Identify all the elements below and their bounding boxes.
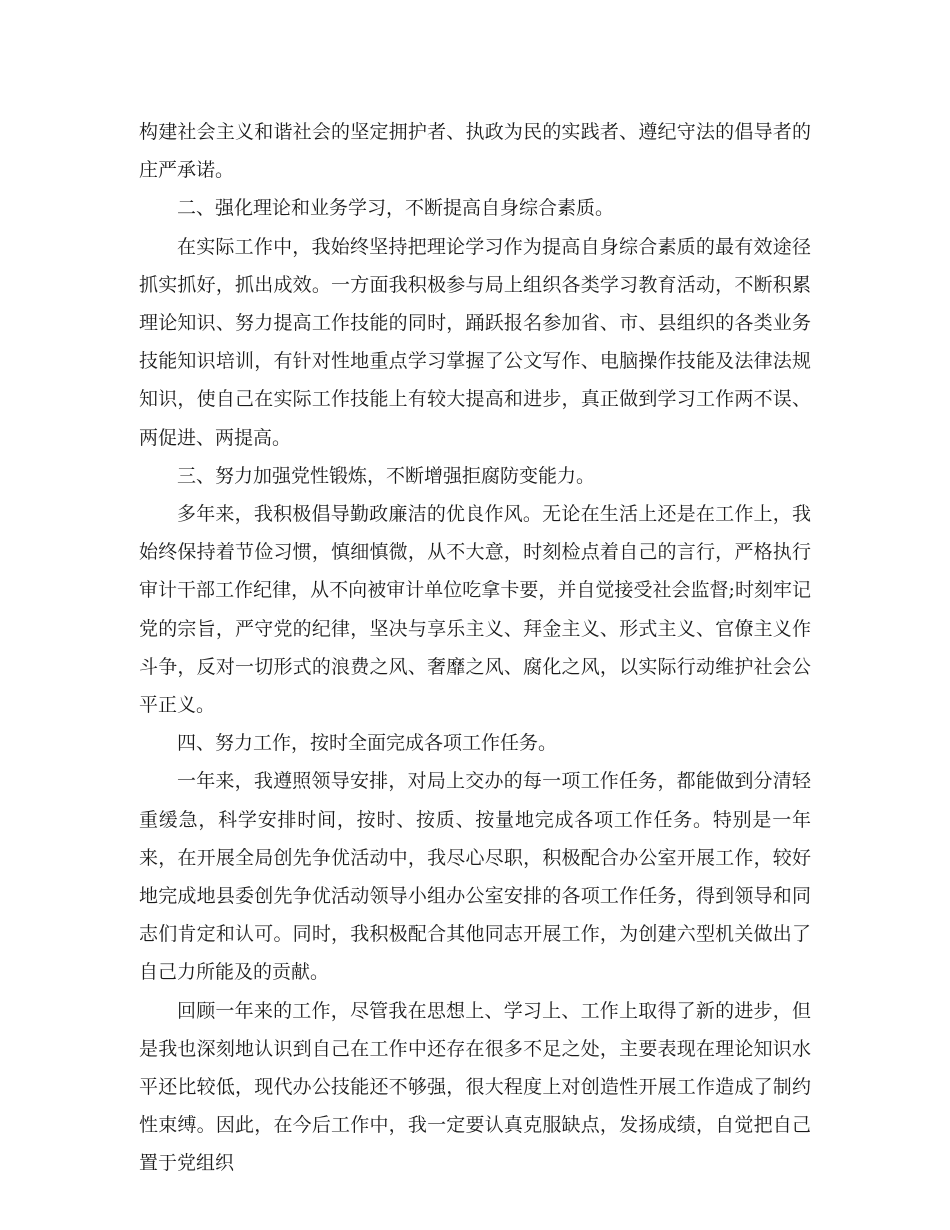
paragraph-5: 多年来，我积极倡导勤政廉洁的优良作风。无论在生活上还是在工作上，我始终保持着节俭习惯，慎细慎微，从不大意，时刻检点着自己的言行，严格执行审计干部工作纪律，从不向被审计单位吃拿卡要，并自觉接受社会监督;时刻牢记党的宗旨，严守党的纪律，坚决与享乐主义、拜金主义、形式主义、官僚主义作斗争，反对一切形式的浪费之风、奢靡之风、腐化之风，以实际行动维护社会公平正义。 bbox=[139, 503, 811, 717]
section-heading-3: 三、努力加强党性锻炼，不断增强拒腐防变能力。 bbox=[177, 464, 596, 487]
paragraph-1: 构建社会主义和谐社会的坚定拥护者、执政为民的实践者、遵纪守法的倡导者的庄严承诺。 bbox=[139, 121, 811, 182]
paragraph-7: 一年来，我遵照领导安排，对局上交办的每一项工作任务，都能做到分清轻重缓急，科学安排时间，按时、按质、按量地完成各项工作任务。特别是一年来，在开展全局创先争优活动中，我尽心尽职，积极配合办公室开展工作，较好地完成地县委创先争优活动领导小组办公室安排的各项工作任务，得到领导和同志们肯定和认可。同时，我积极配合其他同志开展工作，为创建六型机关做出了自己力所能及的贡献。 bbox=[139, 770, 811, 984]
document-body bbox=[139, 113, 811, 1183]
section-heading-4: 四、努力工作，按时全面完成各项工作任务。 bbox=[177, 732, 558, 755]
section-heading-2: 二、强化理论和业务学习，不断提高自身综合素质。 bbox=[177, 197, 615, 220]
paragraph-8: 回顾一年来的工作，尽管我在思想上、学习上、工作上取得了新的进步，但是我也深刻地认识到自己在工作中还存在很多不足之处，主要表现在理论知识水平还比较低，现代办公技能还不够强，很大程度上对创造性开展工作造成了制约性束缚。因此，在今后工作中，我一定要认真克服缺点，发扬成绩，自觉把自己置于党组织 bbox=[139, 999, 811, 1175]
paragraph-3: 在实际工作中，我始终坚持把理论学习作为提高自身综合素质的最有效途径抓实抓好，抓出成效。一方面我积极参与局上组织各类学习教育活动，不断积累理论知识、努力提高工作技能的同时，踊跃报名参加省、市、县组织的各类业务技能知识培训，有针对性地重点学习掌握了公文写作、电脑操作技能及法律法规知识，使自己在实际工作技能上有较大提高和进步，真正做到学习工作两不误、两促进、两提高。 bbox=[139, 235, 811, 449]
